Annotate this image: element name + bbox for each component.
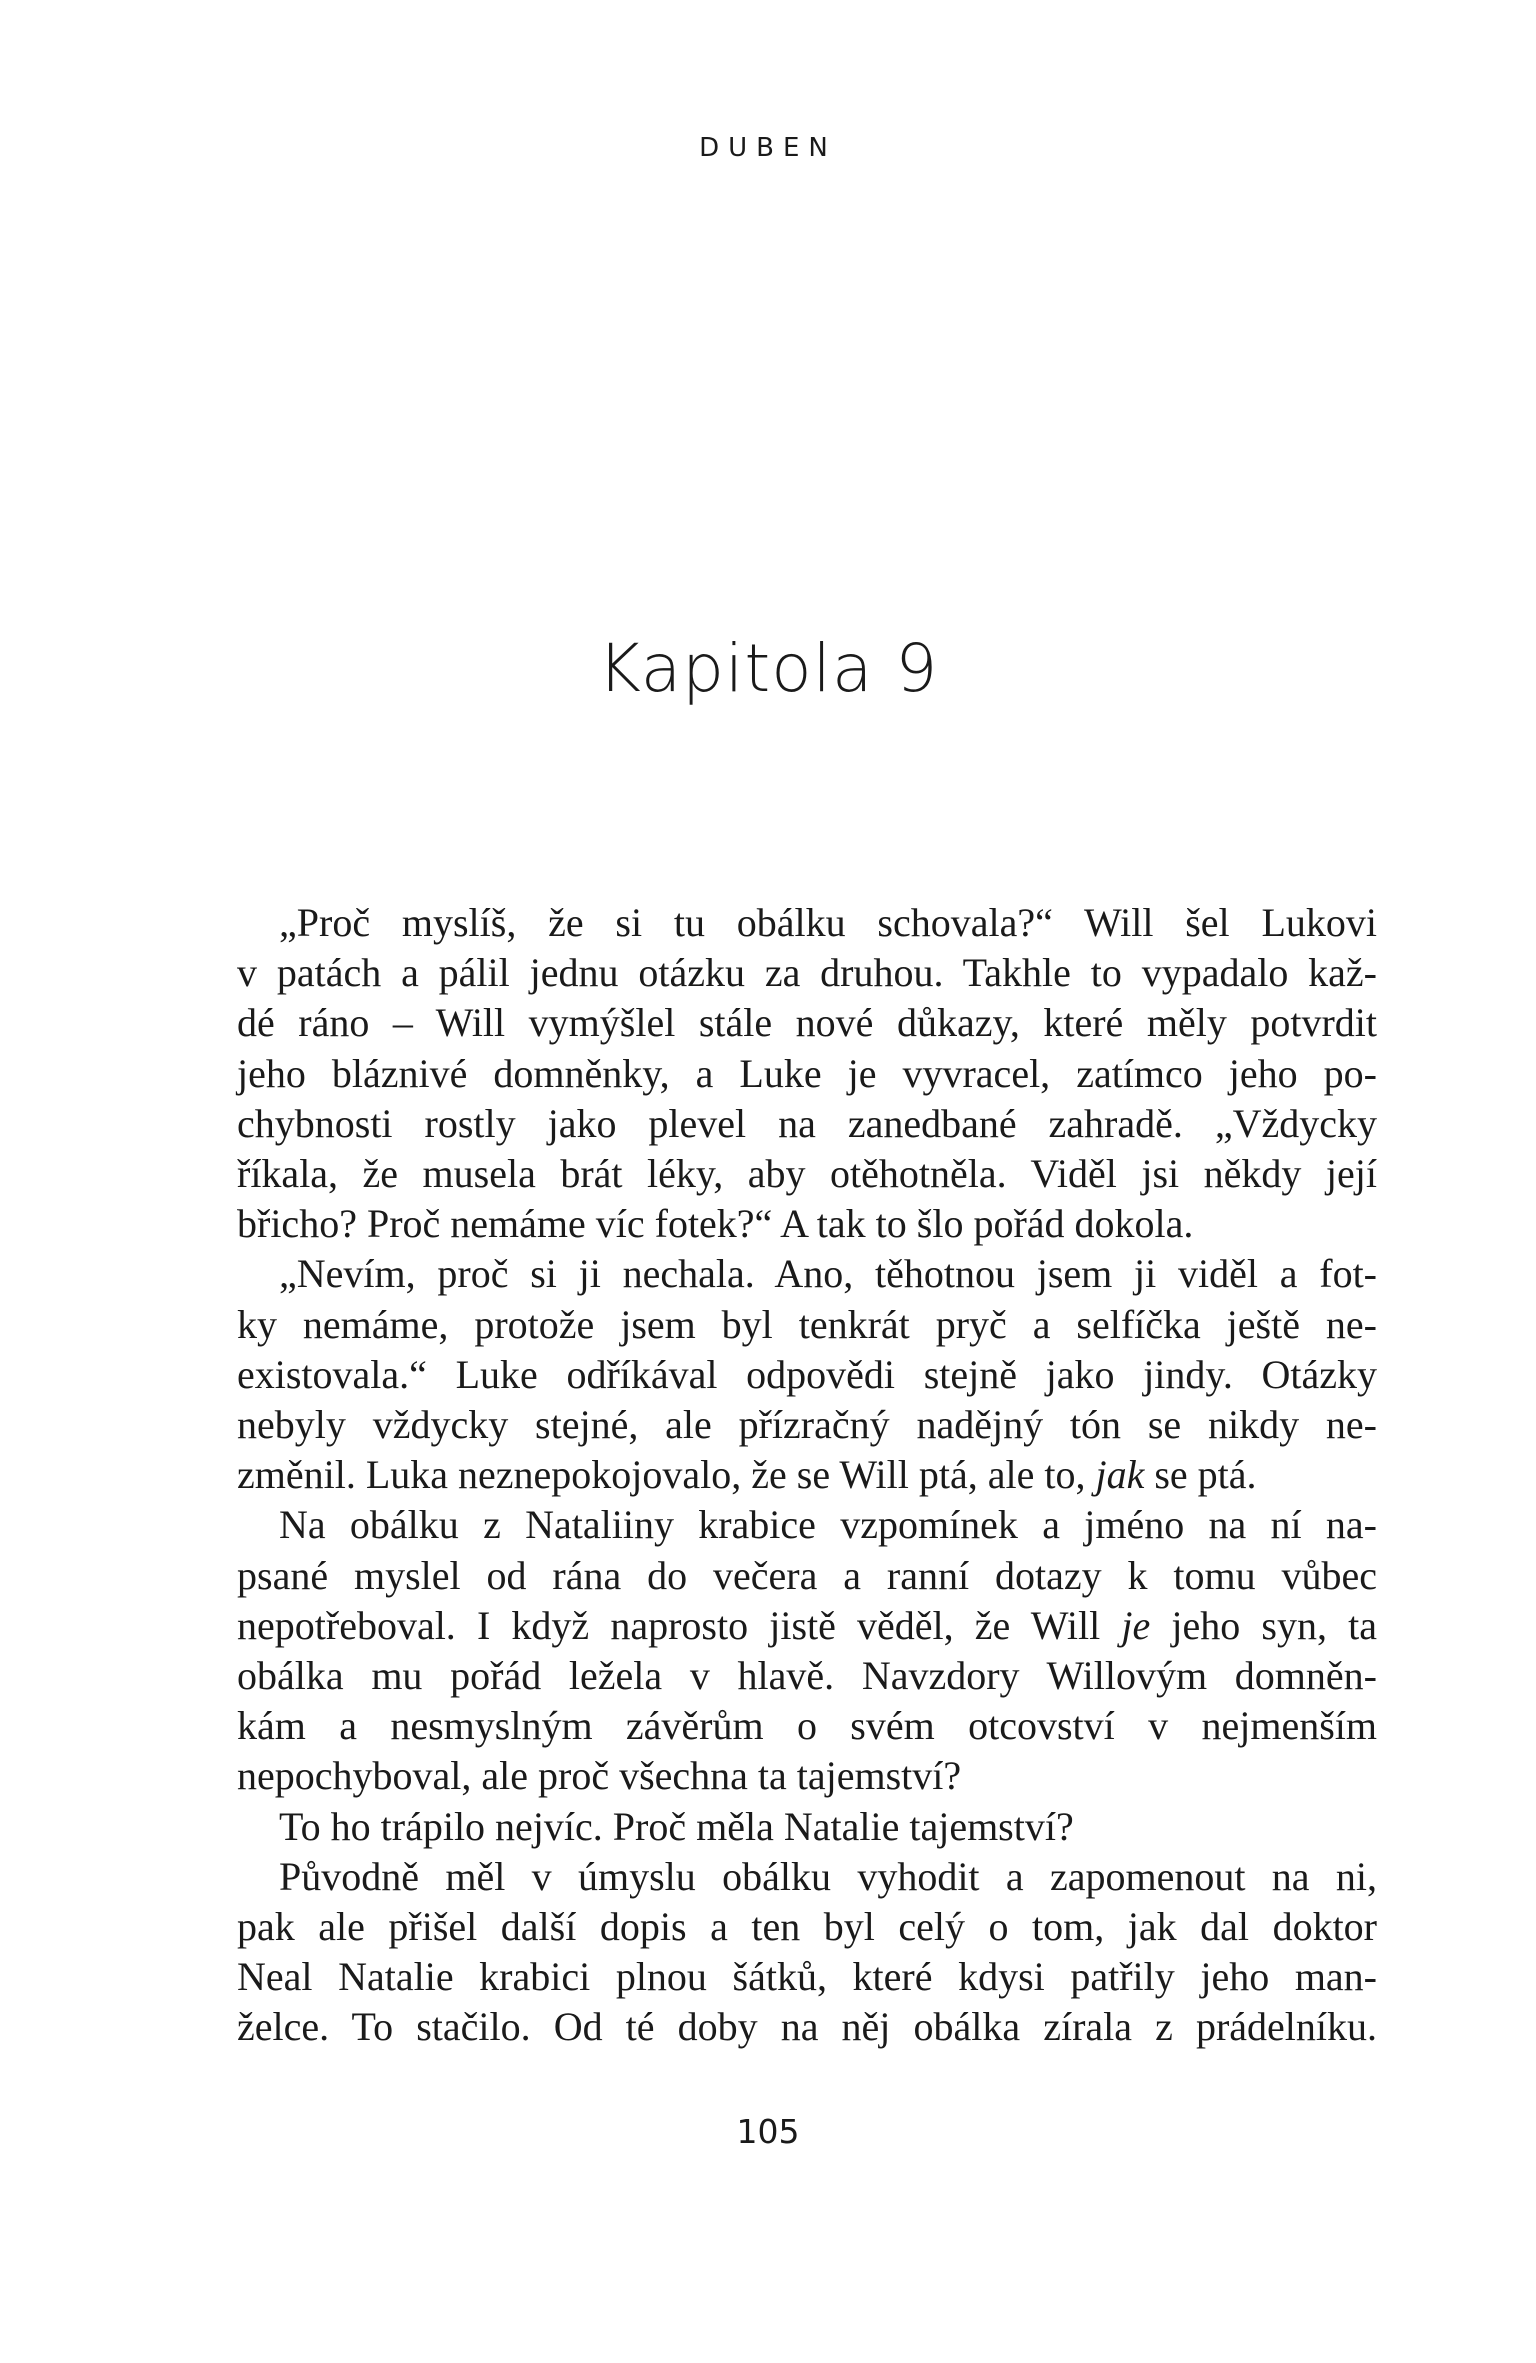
- chapter-title: Kapitola 9: [597, 630, 939, 707]
- text-line: obálka mu pořád ležela v hlavě. Navzdory Willovým domněn-: [237, 1653, 1377, 1699]
- text-line: v patách a pálil jednu otázku za druhou. Takhle to vypadalo kaž-: [237, 950, 1377, 996]
- text-line: „Proč myslíš, že si tu obálku schovala?“ Will šel Lukovi: [279, 900, 1377, 945]
- text-line: Původně měl v úmyslu obálku vyhodit a zapomenout na ni,: [279, 1853, 1377, 1899]
- text-line: břicho? Proč nemáme víc fotek?“ A tak to šlo pořád dokola.: [237, 1201, 1194, 1247]
- text-line: pak ale přišel další dopis a ten byl celý o tom, jak dal doktor: [237, 1904, 1377, 1950]
- text-segment: jeho syn, ta: [1150, 1602, 1377, 1648]
- paragraph: [237, 1249, 1377, 1500]
- page-number: 105: [736, 2112, 800, 2151]
- text-segment: nepotřeboval. I když naprosto jistě věděl, že Will: [237, 1602, 1122, 1648]
- text-line: psané myslel od rána do večera a ranní dotazy k tomu vůbec: [237, 1552, 1377, 1598]
- text-line: [237, 1601, 1377, 1651]
- text-line: dé ráno – Will vymýšlel stále nové důkazy, které měly potvrdit: [237, 1000, 1377, 1046]
- text-line: kám a nesmyslným závěrům o svém otcovství v nejmenším: [237, 1703, 1377, 1749]
- text-line: ky nemáme, protože jsem byl tenkrát pryč a selfíčka ještě ne-: [237, 1301, 1377, 1347]
- running-head: DUBEN: [699, 133, 837, 163]
- paragraph: [237, 898, 1377, 1249]
- text-line: existovala.“ Luke odříkával odpovědi stejně jako jindy. Otázky: [237, 1351, 1377, 1397]
- text-line: želce. To stačilo. Od té doby na něj obálka zírala z prádelníku.: [237, 2004, 1377, 2050]
- text-line: Na obálku z Nataliiny krabice vzpomínek a jméno na ní na-: [279, 1502, 1377, 1548]
- paragraph: [237, 1500, 1377, 1801]
- text-line: nepochyboval, ale proč všechna ta tajemství?: [237, 1753, 962, 1799]
- emphasis: jak: [1095, 1452, 1145, 1498]
- text-segment: změnil. Luka neznepokojovalo, že se Will ptá, ale to,: [237, 1452, 1096, 1498]
- text-line: říkala, že musela brát léky, aby otěhotněla. Viděl jsi někdy její: [237, 1151, 1377, 1197]
- body-text: [237, 898, 1377, 2053]
- text-line: [237, 1450, 1377, 1500]
- paragraph: [237, 1852, 1377, 2053]
- text-line: chybnosti rostly jako plevel na zanedbané zahradě. „Vždycky: [237, 1100, 1377, 1146]
- text-line: nebyly vždycky stejné, ale přízračný nadějný tón se nikdy ne-: [237, 1402, 1377, 1448]
- text-line: Neal Natalie krabici plnou šátků, které kdysi patřily jeho man-: [237, 1954, 1377, 2000]
- paragraph: [237, 1802, 1377, 1852]
- text-line: To ho trápilo nejvíc. Proč měla Natalie tajemství?: [279, 1803, 1074, 1849]
- text-segment: se ptá.: [1144, 1452, 1257, 1498]
- emphasis: je: [1121, 1602, 1151, 1648]
- text-line: jeho bláznivé domněnky, a Luke je vyvracel, zatímco jeho po-: [237, 1050, 1377, 1096]
- text-line: „Nevím, proč si ji nechala. Ano, těhotnou jsem ji viděl a fot-: [279, 1251, 1377, 1297]
